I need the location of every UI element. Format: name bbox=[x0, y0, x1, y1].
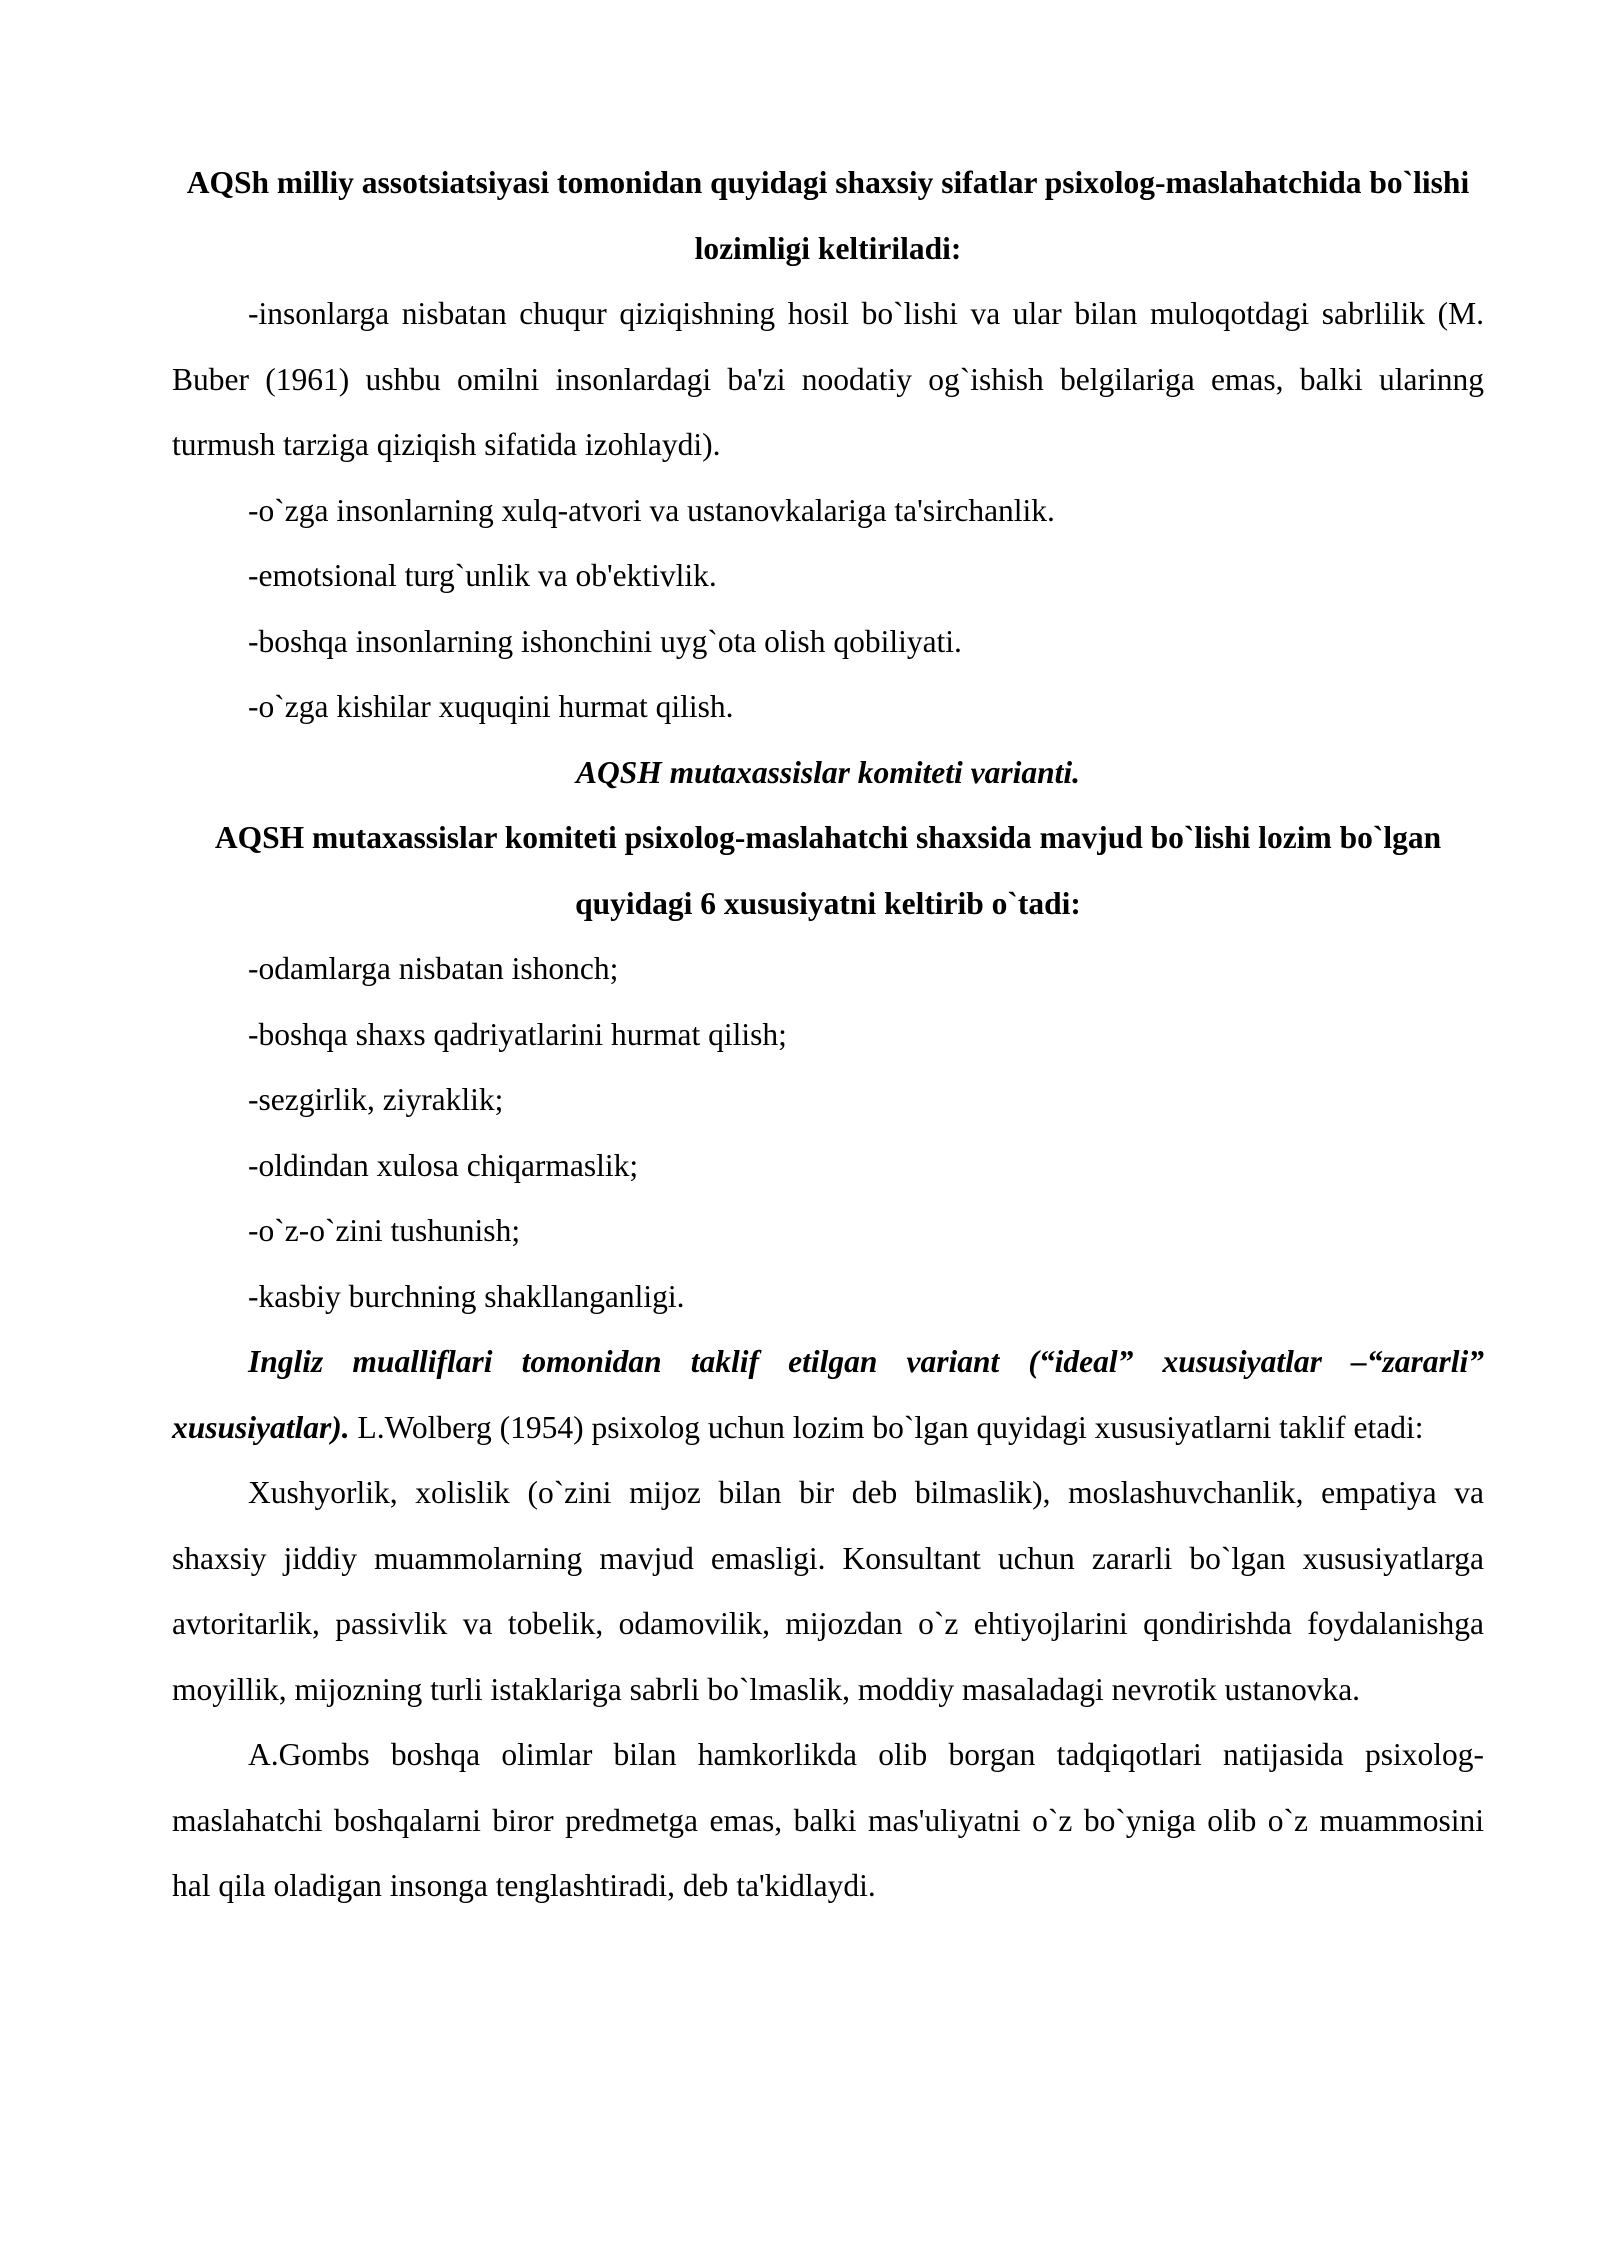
paragraph-2 bbox=[172, 1329, 1484, 1460]
paragraph-4: A.Gombs boshqa olimlar bilan hamkorlikda olib borgan tadqiqotlari natijasida psixolog-maslahatchi boshqalarni biror predmetga emas, balki mas'uliyatni o`z bo`yniga olib o`z muammosini hal qila oladigan insonga tenglashtiradi, deb ta'kidlaydi. bbox=[172, 1737, 1484, 1903]
list2-item: -sezgirlik, ziyraklik; bbox=[248, 1082, 504, 1117]
list2-item: -oldindan xulosa chiqarmaslik; bbox=[248, 1147, 639, 1183]
list2-item: -o`z-o`zini tushunish; bbox=[248, 1213, 521, 1248]
section-heading-2: AQSH mutaxassislar komiteti psixolog-maslahatchi shaxsida mavjud bo`lishi lozim bo`lgan quyidagi 6 xususiyatni keltirib o`tadi: bbox=[214, 820, 1442, 921]
paragraph-1: -insonlarga nisbatan chuqur qiziqishning hosil bo`lishi va ular bilan muloqotdagi sabrlilik (M. Buber (1961) ushbu omilni insonlardagi ba'zi noodatiy og`ishish belgilariga emas, balki ularinng turmush tarziga qiziqish sifatida izohlaydi). bbox=[172, 296, 1484, 462]
list2-item: -boshqa shaxs qadriyatlarini hurmat qilish; bbox=[248, 1016, 787, 1052]
list1-item: -boshqa insonlarning ishonchini uyg`ota olish qobiliyati. bbox=[248, 623, 962, 659]
paragraph-3: Xushyorlik, xolislik (o`zini mijoz bilan bir deb bilmaslik), moslashuvchanlik, empatiya va shaxsiy jiddiy muammolarning mavjud emasligi. Konsultant uchun zararli bo`lgan xususiyatlarga avtoritarlik, passivlik va tobelik, odamovilik, mijozdan o`z ehtiyojlarini qondirishda foydalanishga moyillik, mijozning turli istaklariga sabrli bo`lmaslik, moddiy masaladagi nevrotik ustanovka. bbox=[172, 1475, 1484, 1707]
document-page bbox=[172, 150, 1484, 1919]
paragraph-2-lead: Ingliz mualliflari tomonidan taklif etilgan variant (“ideal” xususiyatlar –“zararli” xususiyatlar). bbox=[172, 1344, 1484, 1445]
section-heading-1: AQSh milliy assotsiatsiyasi tomonidan quyidagi shaxsiy sifatlar psixolog-maslahatchida bo`lishi lozimligi keltiriladi: bbox=[186, 165, 1470, 266]
section-subtitle: AQSH mutaxassislar komiteti varianti. bbox=[575, 754, 1081, 790]
list1-item: -emotsional turg`unlik va ob'ektivlik. bbox=[248, 558, 717, 593]
list2-item: -odamlarga nisbatan ishonch; bbox=[248, 951, 619, 986]
list1-item: -o`zga insonlarning xulq-atvori va ustanovkalariga ta'sirchanlik. bbox=[248, 492, 1055, 528]
list1-item: -o`zga kishilar xuquqini hurmat qilish. bbox=[248, 689, 734, 724]
list2-item: -kasbiy burchning shakllanganligi. bbox=[248, 1278, 685, 1314]
paragraph-2-rest: L.Wolberg (1954) psixolog uchun lozim bo`lgan quyidagi xususiyatlarni taklif etadi: bbox=[349, 1409, 1424, 1445]
